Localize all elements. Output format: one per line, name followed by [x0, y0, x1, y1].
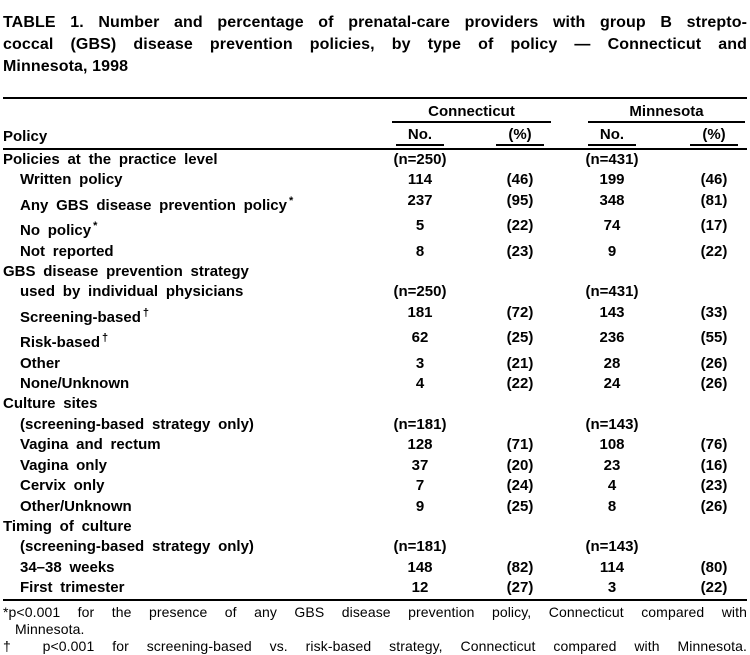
- policy-cell: [3, 191, 375, 216]
- row-label: (screening-based strategy only): [20, 538, 254, 556]
- mn-no-cell: 74: [603, 217, 621, 235]
- table-row: [3, 435, 747, 455]
- policy-cell: [3, 578, 375, 598]
- mn-no-column-label: No.: [588, 126, 636, 146]
- policy-cell: [3, 262, 375, 282]
- mn-pct-cell: [649, 537, 747, 557]
- policy-cell: [3, 456, 375, 476]
- mn-no-cell: 24: [603, 375, 621, 393]
- row-label: Screening-based: [20, 308, 141, 326]
- mn-no-cell: 236: [599, 329, 625, 347]
- footnote-dagger: † p<0.001 for screening-based vs. risk-based strategy, Connecticut compared with Minnesota.: [3, 637, 747, 654]
- policy-cell: [3, 216, 375, 241]
- ct-pct-cell: (46): [506, 171, 534, 189]
- mn-no-cell: [575, 262, 649, 282]
- mn-no-cell: 23: [603, 456, 621, 474]
- ct-no-cell: (n=181): [393, 538, 447, 556]
- table-row: [3, 354, 747, 374]
- row-label: Not reported: [20, 242, 114, 260]
- table-row: [3, 537, 747, 557]
- ct-pct-cell: (21): [506, 354, 534, 372]
- ct-no-cell: 237: [407, 191, 433, 209]
- policy-cell: [3, 394, 375, 414]
- table-row: [3, 328, 747, 353]
- policy-cell: [3, 558, 375, 578]
- table-row: [3, 216, 747, 241]
- ct-pct-cell: (23): [506, 242, 534, 260]
- ct-no-cell: 37: [411, 456, 429, 474]
- mn-pct-cell: [649, 282, 747, 302]
- row-label: No policy: [20, 222, 92, 240]
- table-row: [3, 191, 747, 216]
- ct-pct-cell: (71): [506, 436, 534, 454]
- row-label: Other/Unknown: [20, 497, 132, 515]
- mn-pct-cell: [649, 394, 747, 414]
- row-footnote-marker: *: [93, 220, 98, 233]
- mn-pct-cell: (16): [700, 456, 728, 474]
- mn-no-cell: 4: [607, 477, 617, 495]
- policy-cell: [3, 476, 375, 496]
- ct-no-column-header: [375, 126, 465, 148]
- ct-no-cell: 8: [415, 242, 425, 260]
- ct-pct-cell: (22): [506, 375, 534, 393]
- group-header-connecticut: Connecticut: [392, 103, 551, 123]
- mn-pct-cell: (33): [700, 303, 728, 321]
- table-body: [3, 150, 747, 599]
- ct-no-cell: [375, 517, 465, 537]
- ct-pct-cell: (25): [506, 497, 534, 515]
- row-label: Risk-based: [20, 334, 101, 352]
- policy-cell: [3, 170, 375, 190]
- policy-cell: [3, 374, 375, 394]
- mn-no-cell: 108: [599, 436, 625, 454]
- ct-pct-cell: [465, 415, 575, 435]
- ct-pct-cell: [465, 394, 575, 414]
- ct-no-cell: 128: [407, 436, 433, 454]
- title-line-3: Minnesota, 1998: [3, 58, 129, 75]
- policy-cell: [3, 328, 375, 353]
- mn-pct-cell: (46): [700, 171, 728, 189]
- mn-no-cell: 143: [599, 303, 625, 321]
- table-row: [3, 282, 747, 302]
- policy-cell: [3, 537, 375, 557]
- table-row: [3, 242, 747, 262]
- mn-pct-cell: (55): [700, 329, 728, 347]
- table-row: [3, 415, 747, 435]
- table-row: [3, 558, 747, 578]
- mn-pct-cell: [649, 150, 747, 170]
- table-row: [3, 262, 747, 282]
- mn-pct-cell: [649, 415, 747, 435]
- ct-no-cell: 181: [407, 303, 433, 321]
- ct-pct-cell: [465, 262, 575, 282]
- mn-pct-cell: (80): [700, 558, 728, 576]
- ct-pct-cell: (22): [506, 217, 534, 235]
- ct-no-cell: [375, 262, 465, 282]
- row-label: Vagina only: [20, 456, 107, 474]
- row-label: None/Unknown: [20, 375, 130, 393]
- title-line-2: coccal (GBS) disease prevention policies, by type of policy — Connecticut and: [3, 36, 747, 53]
- table-row: [3, 476, 747, 496]
- ct-pct-column-label: (%): [496, 126, 543, 146]
- mn-pct-cell: (81): [700, 191, 728, 209]
- mn-no-cell: 8: [607, 497, 617, 515]
- row-label: Timing of culture: [3, 517, 132, 535]
- table-row: [3, 497, 747, 517]
- table-row: [3, 456, 747, 476]
- ct-no-cell: (n=250): [393, 283, 447, 301]
- mn-no-cell: (n=431): [585, 283, 639, 301]
- ct-pct-cell: [465, 282, 575, 302]
- mn-pct-cell: (23): [700, 477, 728, 495]
- table-row: [3, 578, 747, 598]
- ct-no-cell: 148: [407, 558, 433, 576]
- mn-no-cell: [575, 394, 649, 414]
- ct-pct-cell: [465, 537, 575, 557]
- title-line-1: TABLE 1. Number and percentage of prenatal-care providers with group B strepto-: [3, 14, 747, 31]
- ct-no-cell: 62: [411, 329, 429, 347]
- policy-cell: [3, 435, 375, 455]
- row-label: Other: [20, 354, 61, 372]
- policy-cell: [3, 415, 375, 435]
- mn-no-cell: (n=431): [585, 151, 639, 168]
- ct-no-cell: (n=250): [393, 151, 447, 168]
- mn-no-cell: 3: [607, 579, 617, 597]
- row-label: Any GBS disease prevention policy: [20, 196, 287, 214]
- row-label: Written policy: [20, 171, 123, 189]
- row-label: Vagina and rectum: [20, 436, 161, 454]
- ct-pct-cell: [465, 150, 575, 170]
- footnote-asterisk-line-2: Minnesota.: [15, 620, 85, 637]
- footnotes: [3, 601, 747, 655]
- policy-column-header: Policy: [3, 128, 48, 145]
- ct-pct-cell: (95): [506, 191, 534, 209]
- ct-no-cell: 5: [415, 217, 425, 235]
- ct-pct-cell: (20): [506, 456, 534, 474]
- ct-no-cell: [375, 394, 465, 414]
- group-header-minnesota: Minnesota: [588, 103, 745, 123]
- table-row: [3, 517, 747, 537]
- ct-no-cell: (n=181): [393, 415, 447, 433]
- row-label: used by individual physicians: [20, 283, 244, 301]
- table-row: [3, 170, 747, 190]
- row-footnote-marker: †: [142, 306, 149, 319]
- group-header-spacer: [3, 103, 375, 123]
- mn-no-cell: 114: [599, 558, 625, 576]
- ct-no-cell: 7: [415, 477, 425, 495]
- mn-no-cell: 28: [603, 354, 621, 372]
- policy-cell: [3, 282, 375, 302]
- mn-no-cell: (n=143): [585, 538, 639, 556]
- row-label: 34–38 weeks: [20, 558, 115, 576]
- ct-pct-column-header: [465, 126, 575, 148]
- column-headers-row: [3, 123, 747, 150]
- policy-cell: [3, 497, 375, 517]
- mn-no-cell: [575, 517, 649, 537]
- ct-pct-cell: (27): [506, 579, 534, 597]
- mn-no-cell: 9: [607, 242, 617, 260]
- row-label: (screening-based strategy only): [20, 415, 254, 433]
- ct-no-cell: 4: [415, 375, 425, 393]
- table-title: [3, 12, 747, 78]
- mn-pct-column-label: (%): [690, 126, 737, 146]
- mn-no-cell: 199: [599, 171, 625, 189]
- ct-no-cell: 3: [415, 354, 425, 372]
- mn-pct-cell: [649, 517, 747, 537]
- row-label: Cervix only: [20, 477, 105, 495]
- mn-pct-cell: (22): [700, 579, 728, 597]
- mn-no-cell: 348: [599, 191, 625, 209]
- ct-pct-cell: (24): [506, 477, 534, 495]
- policy-cell: [3, 242, 375, 262]
- mn-pct-cell: (26): [700, 354, 728, 372]
- ct-pct-cell: (25): [506, 329, 534, 347]
- ct-no-column-label: No.: [396, 126, 444, 146]
- mn-pct-cell: (76): [700, 436, 728, 454]
- mn-no-column-header: [575, 126, 649, 148]
- mn-pct-cell: [649, 262, 747, 282]
- group-header-row: [3, 99, 747, 123]
- mn-no-cell: (n=143): [585, 415, 639, 433]
- row-label: Culture sites: [3, 395, 98, 413]
- row-label: GBS disease prevention strategy: [3, 263, 249, 281]
- policy-cell: [3, 150, 375, 170]
- footnote-asterisk-line-1: *p<0.001 for the presence of any GBS disease prevention policy, Connecticut compared with: [3, 603, 747, 620]
- table-row: [3, 374, 747, 394]
- row-label: First trimester: [20, 579, 125, 597]
- mn-pct-cell: (22): [700, 242, 728, 260]
- mn-pct-cell: (26): [700, 375, 728, 393]
- mn-pct-cell: (26): [700, 497, 728, 515]
- ct-no-cell: 9: [415, 497, 425, 515]
- mn-pct-cell: (17): [700, 217, 728, 235]
- row-label: Policies at the practice level: [3, 151, 218, 168]
- policy-cell: [3, 517, 375, 537]
- table-row: [3, 394, 747, 414]
- row-footnote-marker: †: [102, 332, 109, 345]
- mn-pct-column-header: [649, 126, 747, 148]
- policy-cell: [3, 303, 375, 328]
- policy-cell: [3, 354, 375, 374]
- row-footnote-marker: *: [288, 194, 294, 207]
- ct-no-cell: 114: [407, 171, 433, 189]
- table-row: [3, 303, 747, 328]
- table-row: [3, 150, 747, 170]
- ct-pct-cell: [465, 517, 575, 537]
- ct-pct-cell: (72): [506, 303, 534, 321]
- ct-no-cell: 12: [411, 579, 429, 597]
- ct-pct-cell: (82): [506, 558, 534, 576]
